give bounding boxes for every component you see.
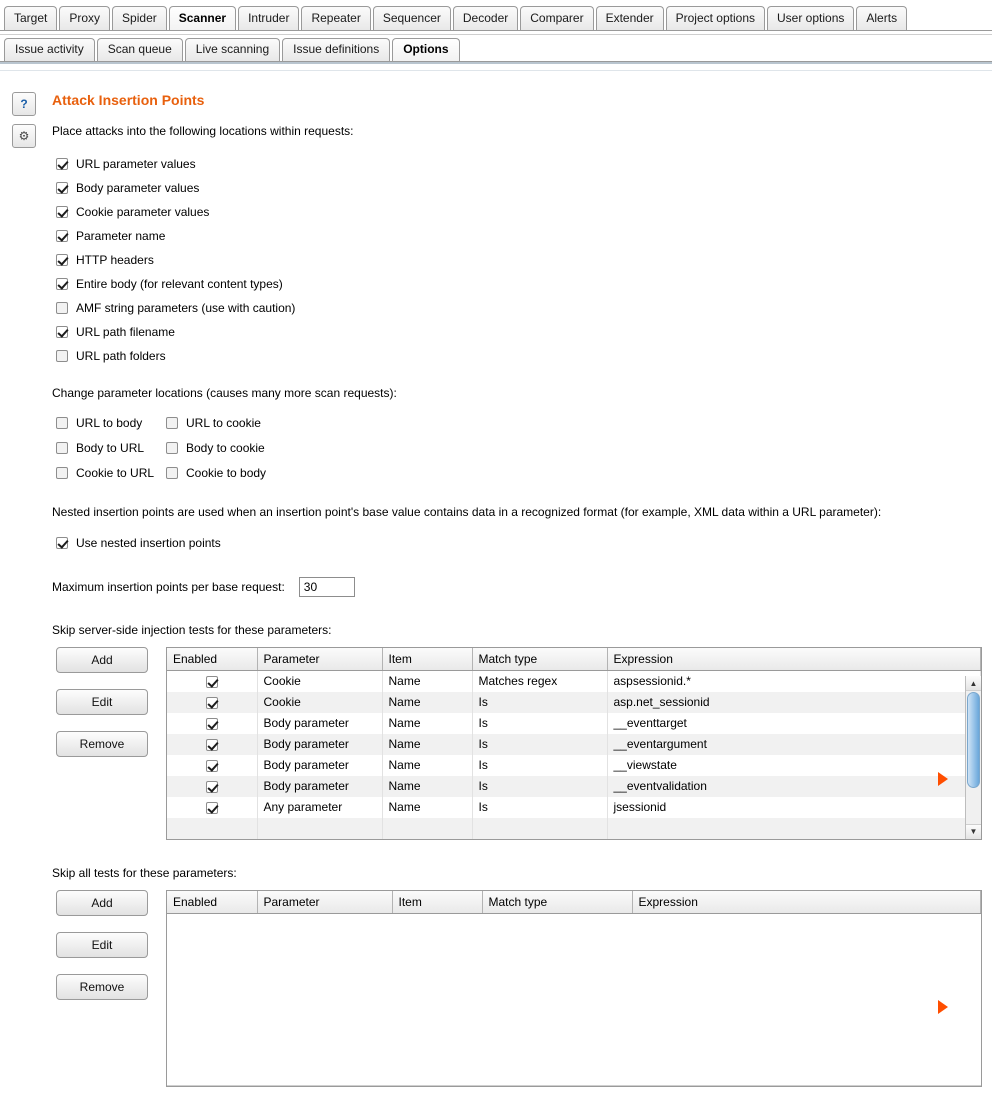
checkbox-label: URL parameter values [76,157,196,171]
checkbox-box[interactable] [56,417,68,429]
checkbox-box[interactable] [56,467,68,479]
checkbox-http-headers[interactable] [56,248,982,272]
panel-divider [0,62,992,71]
checkbox-box[interactable] [56,254,68,266]
checkbox-box[interactable] [56,158,68,170]
cell-match-type: Is [472,755,607,776]
cell-item: Name [382,734,472,755]
checkbox-cookie-parameter-values[interactable] [56,200,982,224]
scanner-sub-tab-bar [0,35,992,62]
checkbox-label: Body parameter values [76,181,200,195]
row-enabled-checkbox[interactable] [206,697,218,709]
row-enabled-checkbox[interactable] [206,718,218,730]
cell-match-type: Is [472,692,607,713]
cell-empty [257,818,382,839]
checkbox-box[interactable] [56,302,68,314]
change-locations-label: Change parameter locations (causes many more scan requests): [52,386,397,400]
cell-expression: __eventargument [607,734,981,755]
checkbox-use-nested-insertion-points[interactable] [56,531,982,555]
checkbox-box[interactable] [56,182,68,194]
checkbox-body-parameter-values[interactable] [56,176,982,200]
column-header-item[interactable]: Item [392,891,482,914]
subtab-issue-definitions[interactable]: Issue definitions [282,38,390,61]
row-enabled-checkbox[interactable] [206,739,218,751]
cell-parameter: Body parameter [257,776,382,797]
checkbox-box[interactable] [56,442,68,454]
remove-button-server-side[interactable]: Remove [56,731,148,757]
cell-item: Name [382,755,472,776]
checkbox-cookie-to-body[interactable] [166,466,276,480]
subtab-live-scanning[interactable]: Live scanning [185,38,280,61]
table-row[interactable] [167,734,981,755]
cell-enabled[interactable] [167,671,257,692]
edit-button-server-side[interactable]: Edit [56,689,148,715]
cell-enabled[interactable] [167,755,257,776]
cell-parameter: Body parameter [257,734,382,755]
change-locations-grid [56,410,982,485]
checkbox-label: Use nested insertion points [76,536,221,550]
row-enabled-checkbox[interactable] [206,781,218,793]
checkbox-box[interactable] [56,326,68,338]
tab-extender[interactable]: Extender [596,6,664,30]
checkbox-label: Body to cookie [186,440,265,455]
checkbox-box[interactable] [56,350,68,362]
column-header-item[interactable]: Item [382,648,472,671]
table-row[interactable] [167,692,981,713]
skip-all-tests-table [166,890,982,1087]
skip-all-tests-buttons [56,890,154,1016]
skip-server-side-table [166,647,982,840]
tab-proxy[interactable]: Proxy [59,6,110,30]
checkbox-url-to-cookie[interactable] [166,416,276,430]
checkbox-url-parameter-values[interactable] [56,152,982,176]
table-bottom-rule [167,1085,981,1086]
table-row[interactable] [167,713,981,734]
checkbox-cookie-to-url[interactable] [56,466,166,480]
skip-all-tests-label: Skip all tests for these parameters: [52,865,237,880]
cell-empty [607,818,981,839]
table-all-tests [167,891,981,914]
row-enabled-checkbox[interactable] [206,760,218,772]
cell-enabled[interactable] [167,797,257,818]
scroll-down-icon[interactable]: ▼ [966,824,981,839]
cell-expression: __eventvalidation [607,776,981,797]
gear-icon[interactable]: ⚙ [12,124,36,148]
checkbox-box[interactable] [56,278,68,290]
cell-empty [167,818,257,839]
edit-button-all-tests[interactable]: Edit [56,932,148,958]
subtab-scan-queue[interactable]: Scan queue [97,38,183,61]
cell-parameter: Body parameter [257,713,382,734]
row-enabled-checkbox[interactable] [206,802,218,814]
nested-insertion-description: Nested insertion points are used when an insertion point's base value contains data in a recognized format (for example, XML data within a URL parameter): [52,505,882,519]
max-insertion-points-input[interactable] [299,577,355,597]
tab-intruder[interactable]: Intruder [238,6,299,30]
cell-enabled[interactable] [167,713,257,734]
cell-match-type: Is [472,734,607,755]
table-row-empty [167,818,981,839]
cell-expression: aspsessionid.* [607,671,981,692]
cell-item: Name [382,692,472,713]
insertion-point-list [52,152,982,368]
column-header-match-type[interactable]: Match type [482,891,632,914]
cell-expression: __eventtarget [607,713,981,734]
tab-target[interactable]: Target [4,6,57,30]
cell-enabled[interactable] [167,776,257,797]
table-row[interactable] [167,776,981,797]
checkbox-label: URL path folders [76,349,166,363]
column-header-match-type[interactable]: Match type [472,648,607,671]
table-row[interactable] [167,671,981,692]
checkbox-label: Entire body (for relevant content types) [76,277,283,291]
checkbox-label: URL to body [76,415,143,430]
change-locations-row [56,435,982,460]
checkbox-box[interactable] [56,230,68,242]
tab-repeater[interactable]: Repeater [301,6,370,30]
checkbox-amf-string-parameters[interactable] [56,296,982,320]
checkbox-box[interactable] [166,467,178,479]
add-button-all-tests[interactable]: Add [56,890,148,916]
options-content [52,92,982,1087]
cell-match-type: Is [472,797,607,818]
tab-project-options[interactable]: Project options [666,6,765,30]
checkbox-url-to-body[interactable] [56,416,166,430]
checkbox-label: URL path filename [76,325,175,339]
cell-parameter: Any parameter [257,797,382,818]
checkbox-label: HTTP headers [76,253,154,267]
max-insertion-points-row [52,577,982,597]
add-button-server-side[interactable]: Add [56,647,148,673]
table-empty-body[interactable] [167,914,981,1086]
column-header-parameter[interactable]: Parameter [257,648,382,671]
cell-expression: jsessionid [607,797,981,818]
cell-expression: __viewstate [607,755,981,776]
tab-spider[interactable]: Spider [112,6,167,30]
row-enabled-checkbox[interactable] [206,676,218,688]
checkbox-label: Cookie to body [186,465,267,480]
subtab-issue-activity[interactable]: Issue activity [4,38,95,61]
checkbox-box[interactable] [56,537,68,549]
checkbox-box[interactable] [166,417,178,429]
table-row[interactable] [167,797,981,818]
checkbox-label: Parameter name [76,229,166,243]
checkbox-label: Cookie parameter values [76,205,210,219]
checkbox-box[interactable] [56,206,68,218]
cell-expression: asp.net_sessionid [607,692,981,713]
checkbox-url-path-folders[interactable] [56,344,982,368]
cell-empty [472,818,607,839]
checkbox-label: Cookie to URL [76,465,155,480]
column-header-enabled[interactable]: Enabled [167,648,257,671]
skip-server-side-block [56,647,982,840]
tab-comparer[interactable]: Comparer [520,6,593,30]
checkbox-parameter-name[interactable] [56,224,982,248]
cell-match-type: Is [472,713,607,734]
table-header-row [167,648,981,671]
cell-match-type: Is [472,776,607,797]
cell-empty [382,818,472,839]
cell-enabled[interactable] [167,734,257,755]
page-title: Attack Insertion Points [52,92,205,108]
row-marker-icon-top [938,772,948,786]
help-icon[interactable]: ? [12,92,36,116]
column-header-enabled[interactable]: Enabled [167,891,257,914]
checkbox-url-path-filename[interactable] [56,320,982,344]
cell-item: Name [382,776,472,797]
cell-parameter: Cookie [257,671,382,692]
cell-enabled[interactable] [167,692,257,713]
tab-sequencer[interactable]: Sequencer [373,6,451,30]
scroll-up-icon[interactable]: ▲ [966,676,981,691]
tab-decoder[interactable]: Decoder [453,6,518,30]
checkbox-label: URL to cookie [186,415,261,430]
cell-item: Name [382,671,472,692]
main-tab-bar [0,0,992,30]
checkbox-body-to-url[interactable] [56,441,166,455]
checkbox-body-to-cookie[interactable] [166,441,276,455]
tab-scanner[interactable]: Scanner [169,6,236,30]
table-row[interactable] [167,755,981,776]
remove-button-all-tests[interactable]: Remove [56,974,148,1000]
table-header-row [167,891,981,914]
tab-user-options[interactable]: User options [767,6,854,30]
skip-all-tests-block [56,890,982,1087]
left-rail [12,92,38,156]
cell-match-type: Matches regex [472,671,607,692]
cell-parameter: Cookie [257,692,382,713]
column-header-expression[interactable]: Expression [632,891,981,914]
column-header-expression[interactable]: Expression [607,648,981,671]
max-insertion-points-label: Maximum insertion points per base request: [52,580,285,594]
table-scrollbar[interactable] [965,676,981,839]
skip-server-side-buttons [56,647,154,773]
row-marker-icon-bottom [938,1000,948,1014]
checkbox-entire-body[interactable] [56,272,982,296]
checkbox-label: AMF string parameters (use with caution) [76,301,296,315]
cell-item: Name [382,797,472,818]
scrollbar-thumb[interactable] [967,692,980,788]
checkbox-label: Body to URL [76,440,145,455]
table-server-side [167,648,981,839]
cell-parameter: Body parameter [257,755,382,776]
subtab-options[interactable]: Options [392,38,459,61]
cell-item: Name [382,713,472,734]
column-header-parameter[interactable]: Parameter [257,891,392,914]
change-locations-row [56,410,982,435]
change-locations-row [56,460,982,485]
checkbox-box[interactable] [166,442,178,454]
skip-server-side-label: Skip server-side injection tests for these parameters: [52,623,332,637]
intro-text: Place attacks into the following locations within requests: [52,124,354,138]
tab-alerts[interactable]: Alerts [856,6,907,30]
